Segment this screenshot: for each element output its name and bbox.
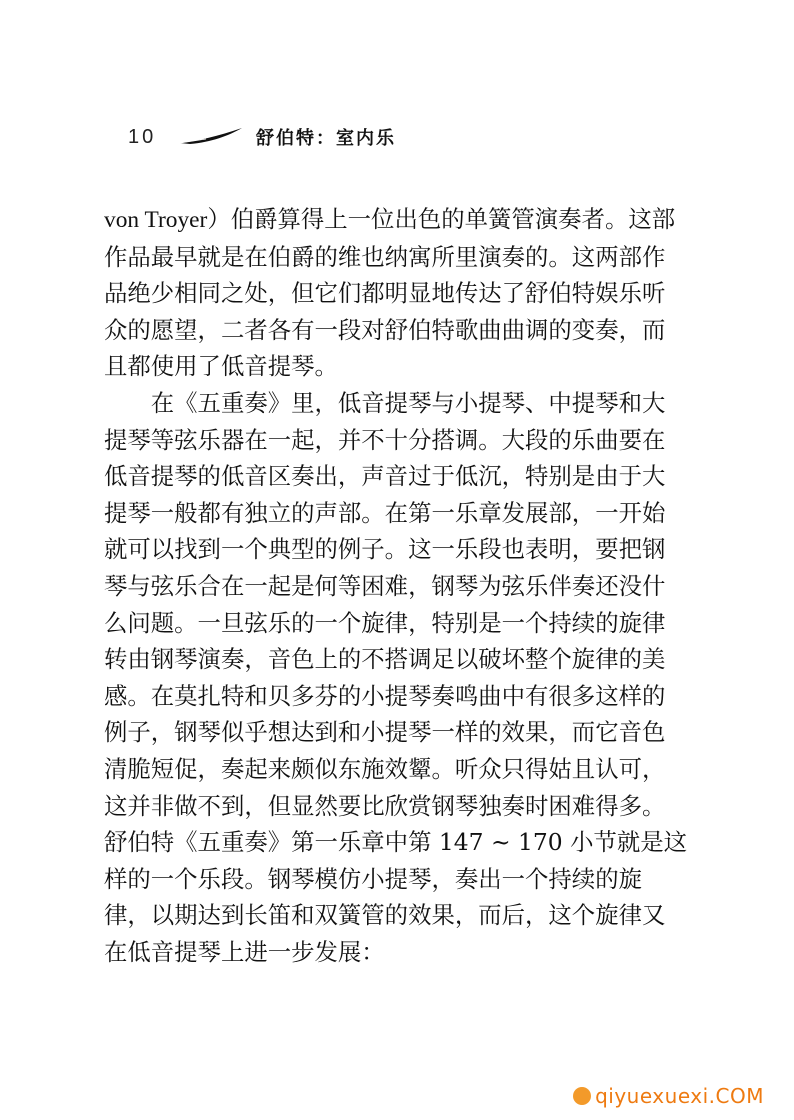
site-watermark [573,1084,764,1108]
text-line: 清脆短促，奏起来颇似东施效颦。听众只得姑且认可， [104,754,666,783]
text-line: 品绝少相同之处，但它们都明显地传达了舒伯特娱乐听 [104,279,666,308]
music-note-icon [573,1087,591,1105]
text-line: 律，以期达到长笛和双簧管的效果，而后，这个旋律又 [104,901,666,930]
text-line: 感。在莫扎特和贝多芬的小提琴奏鸣曲中有很多这样的 [104,681,666,710]
text-line: 就可以找到一个典型的例子。这一乐段也表明，要把钢 [104,535,666,564]
text-line: 在《五重奏》里，低音提琴与小提琴、中提琴和大 [104,388,666,417]
text-line: 在低音提琴上进一步发展： [104,937,385,966]
text-line: 提琴一般都有独立的声部。在第一乐章发展部，一开始 [104,498,666,527]
page-number: 10 [128,126,157,148]
text-line: 转由钢琴演奏，音色上的不搭调足以破坏整个旋律的美 [104,645,666,674]
text-line: 这并非做不到，但显然要比欣赏钢琴独奏时困难得多。 [104,791,666,820]
text-line: 舒伯特《五重奏》第一乐章中第 147 ~ 170 小节就是这 [104,828,688,857]
text-line: 样的一个乐段。钢琴模仿小提琴，奏出一个持续的旋 [104,864,642,893]
text-line: von Troyer）伯爵算得上一位出色的单簧管演奏者。这部 [104,207,676,233]
text-line: 琴与弦乐合在一起是何等困难，钢琴为弦乐伴奏还没什 [104,571,666,600]
running-title: 舒伯特：室内乐 [256,128,396,149]
text-line: 且都使用了低音提琴。 [104,352,338,381]
text-line: 众的愿望，二者各有一段对舒伯特歌曲曲调的变奏，而 [104,315,666,344]
page-header [124,120,684,154]
body-text [104,202,688,970]
text-line: 么问题。一旦弦乐的一个旋律，特别是一个持续的旋律 [104,608,666,637]
text-line: 例子，钢琴似乎想达到和小提琴一样的效果，而它音色 [104,718,666,747]
text-line: 提琴等弦乐器在一起，并不十分搭调。大段的乐曲要在 [104,425,666,454]
watermark-text: qiyuexuexi.COM [595,1084,764,1108]
text-line: 低音提琴的低音区奏出，声音过于低沉，特别是由于大 [104,462,666,491]
text-line: 作品最早就是在伯爵的维也纳寓所里演奏的。这两部作 [104,242,666,271]
quill-ornament-icon [178,126,244,146]
